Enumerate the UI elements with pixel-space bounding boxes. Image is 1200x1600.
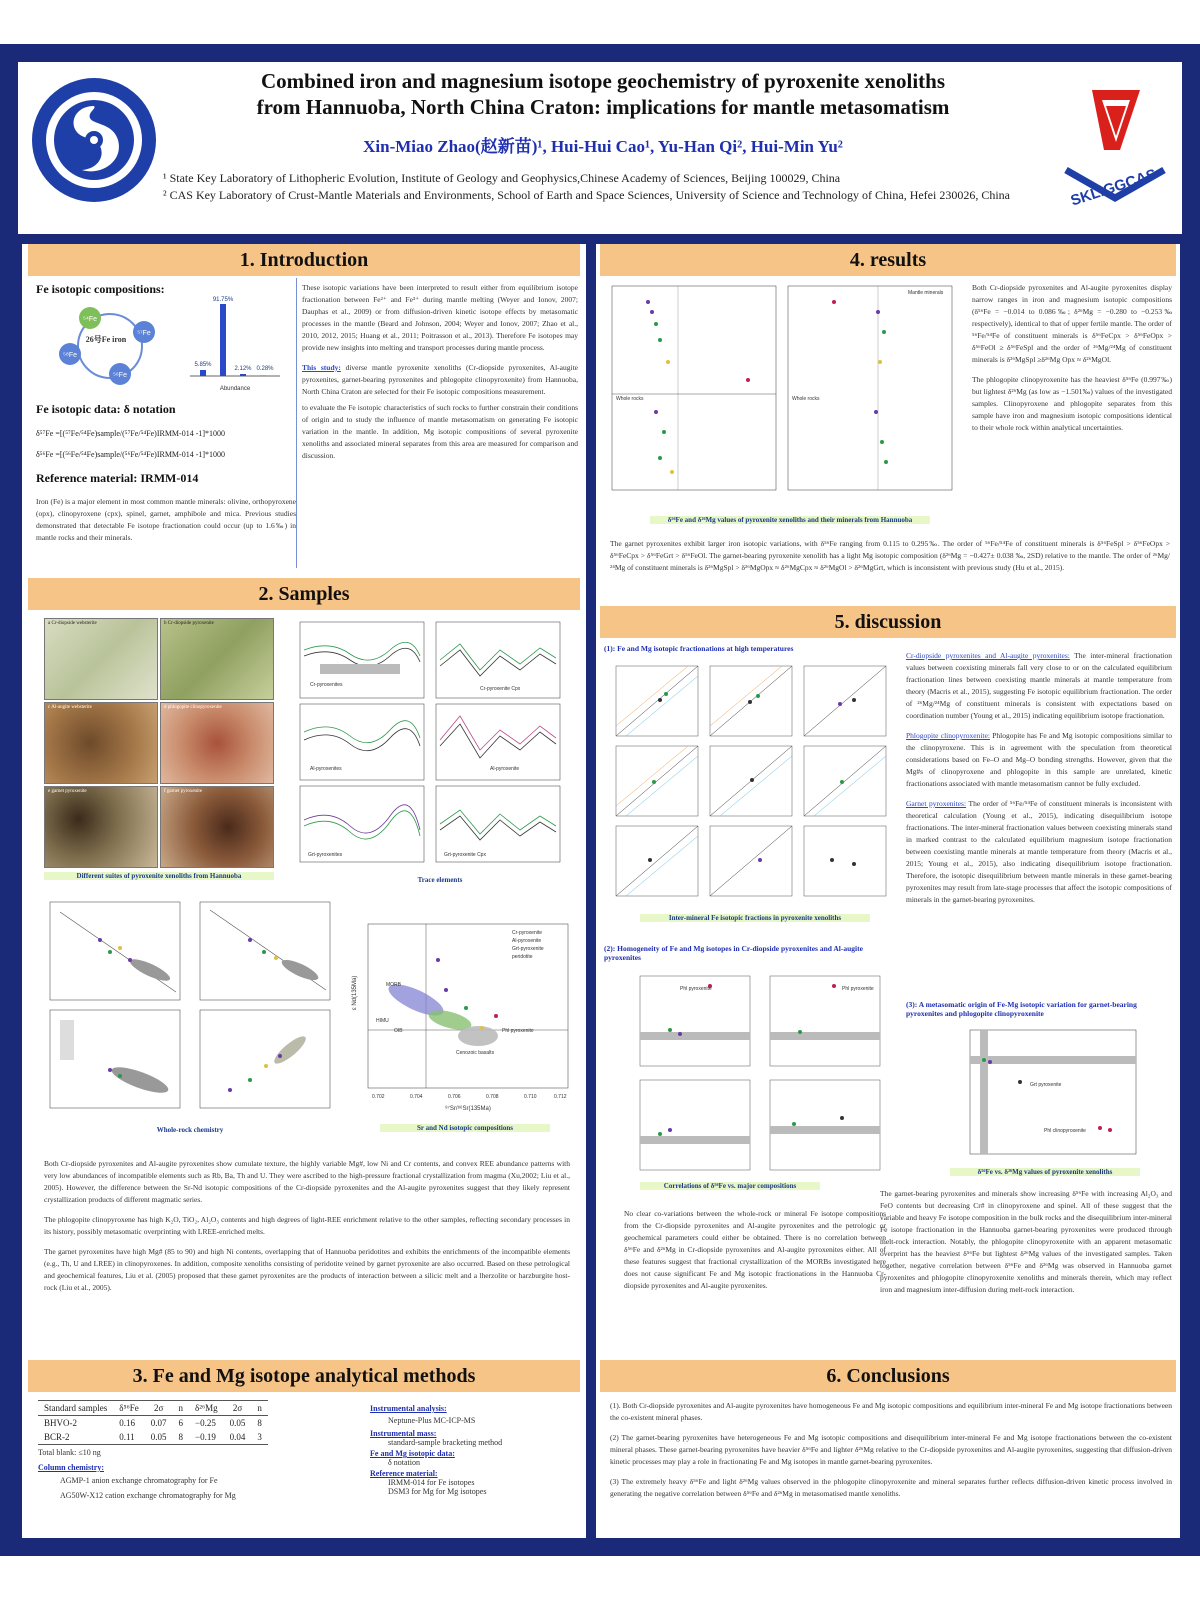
results-paragraph-2: The phlogopite clinopyroxenite has the heaviest δ⁵⁶Fe (0.997‰) but lightest δ²⁶Mg (as low as −1.501‰) values of the investigated samples. Clinopyroxene and phlogopite separates from this sample have iron and magnesium isotopic compositions identical to their whole rock within analytical uncertainties. [972,375,1172,432]
isotopic-data-label: Fe and Mg isotopic data: [370,1449,455,1458]
svg-text:Grt pyroxenite: Grt pyroxenite [1030,1082,1062,1088]
discussion-result-2-text: Phlogopite has Fe and Mg isotopic compositions similar to the clinopyroxene. This is in agreement with the speculation from theoretical considerations based on Fe–O and Mg–O bonding strengths. However, given that the Mg#s of clinopyroxene and phlogopite in this sample are unrelated, kinetic fractionations associated with mantle metasomatism cannot be fully excluded. [906,731,1173,788]
grid-panel-9 [804,826,886,896]
trace-panel-d [436,704,560,780]
svg-text:Al-pyroxenites: Al-pyroxenites [310,766,342,772]
section-conclusions-heading: 6. Conclusions [600,1360,1176,1392]
poster-title-line-2: from Hannuoba, North China Craton: implications for mantle metasomatism [256,95,950,119]
discussion-result-3-title: Garnet pyroxenites: [906,799,967,808]
trace-panel-f [436,786,560,862]
intro-paragraph-1: Iron (Fe) is a major element in most common mantle minerals: olivine, orthopyroxene (opx), clinopyroxene (cpx), spinel, garnet, amphibole and mica. Previous studies demonstrated that detectable Fe isotope fractionation could occur (up to 1.6‰) in mantle rocks and their minerals. [36,497,296,542]
igg-logo [30,76,158,204]
svg-text:Grt-pyroxenite: Grt-pyroxenite [512,946,544,952]
inter-mineral-caption: Inter-mineral Fe isotopic fractions in pyroxenite xenoliths [640,914,870,922]
svg-text:Cr-pyroxenite Cpx: Cr-pyroxenite Cpx [480,686,521,692]
grid-panel-2 [710,666,792,736]
svg-text:Phl pyroxenite: Phl pyroxenite [842,986,874,992]
svg-text:0.708: 0.708 [486,1094,499,1100]
corr-panel-b [770,976,880,1066]
svg-text:⁵⁶Fe: ⁵⁶Fe [113,372,127,379]
section-results-heading: 4. results [600,244,1176,276]
svg-text:Cr-pyroxenite: Cr-pyroxenite [512,930,543,936]
abundance-axis-label: Abundance [219,386,251,392]
trace-elements-caption: Trace elements [417,876,463,884]
conclusion-1: (1). Both Cr-diopside pyroxenites and Al-augite pyroxenites have homogeneous Fe and Mg isotopic compositions and equilibrium inter-mineral Fe and Mg isotope fractionations between the co-existent mineral phases. [610,1401,1172,1422]
results-panel-mg [788,286,952,490]
svg-text:Cr-pyroxenites: Cr-pyroxenites [310,682,343,688]
discussion-result-2-title: Phlogopite clinopyroxenite: [906,731,990,740]
reference-material: Reference material: IRMM-014 [36,471,199,485]
svg-text:⁵⁸Fe: ⁵⁸Fe [62,352,78,359]
discussion-subtitle-3: (3): A metasomatic origin of Fe-Mg isotopic variation for garnet-bearing pyroxenites and phlogopite clinopyroxenite [906,1000,1137,1018]
abund-value-fe57: 2.12% [234,366,252,372]
discussion-result-3-text: The order of ⁵⁶Fe/⁵⁴Fe of constituent minerals is inconsistent with theoretical calculation (Young et al., 2015), indicating disequilibrium isotope fractionations. The inter-mineral fractionation values between coexisting minerals stand in marked contrast to the calculated equilibrium magnesium isotope fractionation between coexisting mantle minerals at mantle temperature from theory (Macris et al., 2015; Young et al., 2015), also indicating disequilibrium isotope fractionation. Therefore, the isotopic disequilibrium between mantle minerals in these garnet-bearing pyroxenites may result from late-stage processes that affect the isotopic compositions of minerals in the garnet-bearing pyroxenites. [906,799,1172,904]
correlation-caption: Correlations of δ⁵⁶Fe vs. major compositions [640,1182,820,1190]
skliggcas-logo [1062,80,1168,230]
whole-rock-panel-a [50,902,180,1000]
grid-panel-5 [710,746,792,816]
column-chemistry-mg: AG50W-X12 cation exchange chromatography for Mg [60,1491,236,1500]
header [18,62,1182,234]
whole-rock-caption: Whole-rock chemistry [156,1126,224,1134]
section-methods-heading: 3. Fe and Mg isotope analytical methods [28,1360,580,1392]
samples-paragraph-3: The garnet pyroxenites have high Mg# (85 to 90) and high Ni contents, overlapping that of Hannuoba peridotites and exhibits the enrichments of the incompatible elements (e.g., Th, U and LREE) in clinopyroxenes. In addition, composite xenoliths consisting of peridotite veined by garnet pyroxenite are also occurred. Based on these petrological and geochemical features, Liu et al. (2005) proposed that these garnet pyroxenites are the products of interaction between a silicic melt and a lherzolite or harzburgite host-rock (Liu et al., 2005). [44,1247,570,1292]
svg-text:HIMU: HIMU [376,1018,389,1024]
isotope-fe57-bubble [133,321,155,343]
sr-nd-xticks [372,1094,567,1100]
samples-text [44,1158,570,1294]
affiliation-2: ² CAS Key Laboratory of Crust-Mantle Materials and Environments, School of Earth and Space Sciences, University of Science and Technology of China, Hefei 230026, China [163,188,1011,202]
affiliations [163,170,1043,204]
reference-material-label: Reference material: [370,1469,438,1478]
svg-text:⁵⁴Fe: ⁵⁴Fe [82,316,98,323]
grid-panel-4 [616,746,698,816]
abund-value-fe58: 0.28% [256,366,274,372]
svg-text:0.704: 0.704 [410,1094,423,1100]
discussion-subtitle-2: (2): Homogeneity of Fe and Mg isotopes in Cr-diopside pyroxenites and Al-augite pyroxenites [604,944,863,962]
poster-title-line-1: Combined iron and magnesium isotope geochemistry of pyroxenite xenoliths [260,69,946,93]
inter-mineral-grid [610,660,898,910]
svg-text:Grt-pyroxenite Cpx: Grt-pyroxenite Cpx [444,852,486,858]
corr-panel-d [770,1080,880,1170]
abund-bar-fe56 [220,304,226,376]
grid-panel-6 [804,746,886,816]
conclusions-text [610,1400,1172,1500]
corr-panel-a [640,976,750,1066]
title-block [168,68,1038,157]
trace-panel-c [300,704,424,780]
notation-block [36,402,296,544]
table-row: BHVO-2 0.16 0.07 6 −0.25 0.05 8 [44,1418,262,1428]
intro-left-block [36,282,296,297]
discussion-result-1-title: Cr-diopside pyroxenites and Al-augite pyroxenites: [906,651,1070,660]
svg-text:peridotite: peridotite [512,954,533,960]
svg-text:0.706: 0.706 [448,1094,461,1100]
table-row: BCR-2 0.11 0.05 8 −0.19 0.04 3 [38,1430,268,1445]
this-study-label: This study: [302,363,341,372]
whole-rock-panel-c [50,1010,180,1108]
results-side-text [972,282,1172,434]
photo-garnet-pyroxenite-2: f garnet pyroxenite [160,786,274,868]
grid-panel-1 [616,666,698,736]
fe-mg-plot [950,1026,1140,1166]
abund-bar-fe58 [260,376,266,377]
correlation-plots [620,970,890,1180]
whole-rock-plots [40,900,340,1118]
conclusion-2: (2) The garnet-bearing pyroxenites have heterogeneous Fe and Mg isotopic compositions and disequilibrium inter-mineral Fe and Mg isotope fractionations between the co-existent mineral phases. These garnet-bearing pyroxenites have heavier δ⁵⁶Fe and lighter δ²⁶Mg relative to the Cr-diopside pyroxenites and Al-augite pyroxenites, suggesting that diffusion-driven kinetic processes may play a role in fractionating Fe and Mg isotopes in mantle garnet-bearing pyroxenites. [610,1433,1172,1466]
results-paragraph-3: The garnet pyroxenites exhibit larger iron isotopic variations, with δ⁵⁶Fe ranging from 0.115 to 0.295‰. The order of ⁵⁶Fe/⁵⁴Fe of constituent minerals is δ⁵⁶FeSpl > δ⁵⁶FeOpx > δ⁵⁶FeCpx > δ⁵⁶FeGrt > δ⁵⁶FeOl. The garnet-bearing pyroxenite xenolith has a light Mg isotopic composition (δ²⁶Mg = −0.427± 0.038 ‰, 2SD) relative to the mantle. The order of ²⁶Mg/²⁴Mg of constituent minerals is δ²⁶MgSpl > δ²⁶MgOpx ≈ δ²⁶MgCpx ≈ δ²⁶MgOl > δ²⁶MgGrt, which is inconsistent with previous study (Hu et al., 2015). [610,539,1170,572]
fe-isotope-diagram [40,296,290,392]
instrumental-analysis-label: Instrumental analysis: [370,1404,447,1413]
svg-text:Phl pyroxenite: Phl pyroxenite [680,986,712,992]
trace-panel-e [300,786,424,862]
svg-text:0.710: 0.710 [524,1094,537,1100]
grid-panel-7 [616,826,698,896]
svg-text:Whole rocks: Whole rocks [792,396,820,402]
equation-57: δ⁵⁷Fe =[(⁵⁷Fe/⁵⁴Fe)sample/(⁵⁷Fe/⁵⁴Fe)IRMM-014 -1]*1000 [36,429,226,438]
svg-text:0.702: 0.702 [372,1094,385,1100]
affiliation-1: ¹ State Key Laboratory of Lithopheric Evolution, Institute of Geology and Geophysics,Chinese Academy of Sciences, Beijing 100029, China [163,171,841,185]
samples-paragraph-2: The phlogopite clinopyroxene has high K₂O, TiO₂, Al₂O₃ contents and high degrees of light-REE enrichment relative to the other samples, reflecting secondary processes in its history, possibly metasomatic overprinting with LREE-enriched melts. [44,1215,570,1236]
isotope-fe54-bubble [79,307,101,329]
svg-text:ε Nd(135Ma): ε Nd(135Ma) [352,975,358,1010]
grid-panel-3 [804,666,886,736]
svg-text:Al-pyroxenite: Al-pyroxenite [512,938,542,944]
discussion-subtitle-1: (1): Fe and Mg isotopic fractionations at high temperatures [604,644,794,653]
svg-text:MORB: MORB [386,982,401,988]
intro-paragraph-2: These isotopic variations have been interpreted to result either from equilibrium isotope fractionation between Fe²⁺ and Fe³⁺ during mantle melting (Weyer and Ionov, 2007; Dauphas et al., 2009) or from diffusion-driven kinetic isotope effects by metasomatic processes in the mantle (Beard and Johnson, 2004; Weyer and Ionov, 2007; Zhao et al., 2010, 2012, 2015; Huang et al., 2011; Poitrasson et al., 2013). Therefore Fe isotopes may provide new insights into melting and transport processes during mantle process. [302,283,578,352]
intro-paragraph-4: to evaluate the Fe isotopic characteristics of such rocks to further constrain their conditions of origin and to study the influence of mantle metasomatism on generating Fe isotopic variation in the mantle. In addition, Mg isotopic compositions of several pyroxenite xenoliths and associated mineral separates from this area are measured for comparison and discussion. [302,403,578,460]
equation-56: δ⁵⁶Fe =[(⁵⁶Fe/⁵⁴Fe)sample/(⁵⁶Fe/⁵⁴Fe)IRMM-014 -1]*1000 [36,450,226,459]
authors: Xin-Miao Zhao(赵新苗)¹, Hui-Hui Cao¹, Yu-Han Qi², Hui-Min Yu² [363,137,843,156]
instrumental-analysis-value: Neptune-Plus MC-ICP-MS [388,1416,476,1425]
reference-material-fe: IRMM-014 for Fe isotopes [388,1478,475,1487]
skliggcas-logo-text: SKLIGGCAS [1068,165,1159,210]
results-panel-fe [612,286,776,490]
svg-text:Phl clinopyroxenite: Phl clinopyroxenite [1044,1128,1086,1134]
abund-bar-fe54 [200,370,206,376]
discussion-right-paragraph: The garnet-bearing pyroxenites and minerals show increasing δ⁵⁶Fe with increasing Al₂O₃ and FeO contents but decreasing Cr# in clinopyroxene and spinel. All of these suggest that the variable and heavy Fe isotope composition in the bulk rocks and the disequilibrium inter-mineral Fe isotope fractionation in the Hannuoba garnet-bearing pyroxenites were produced through melt-rock interaction. Notably, the phlogopite clinopyroxenite with an apparent metasomatic overprint has the heaviest δ⁵⁶Fe but lightest δ²⁶Mg values of the investigated samples. Taken together, negative correlation between δ⁵⁶Fe and δ²⁶Mg was observed in Hannuoba garnet pyroxenites and phlogopite clinopyroxenite xenoliths and minerals therein, which may reflect iron and magnesium inter-diffusion during melt-rock interaction. [880,1189,1172,1294]
abund-bar-fe57 [240,374,246,376]
discussion-left-paragraph: No clear co-variations between the whole-rock or mineral Fe isotope compositions from the Cr-diopside pyroxenites and Al-augite pyroxenites and the petrologic or geochemical parameters could either be obtained. There is no correlation between δ⁵⁶Fe and δ²⁶Mg in Cr-diopside pyroxenites and Al-augite pyroxenites either. All of these features suggest that fractional crystallization of the MORBs investigated here does not cause significant Fe and Mg isotopic fractionations in the Hannuoba Cr-diopside pyroxenites and Al-augite pyroxenites. [624,1209,886,1290]
abund-value-fe54: 5.85% [194,362,212,368]
results-figure-caption: δ⁵⁶Fe and δ²⁶Mg values of pyroxenite xenoliths and their minerals from Hannuoba [650,516,930,524]
svg-text:⁸⁷Sr/⁸⁶Sr(135Ma): ⁸⁷Sr/⁸⁶Sr(135Ma) [445,1106,491,1112]
corr-panel-c [640,1080,750,1170]
trace-element-plots [290,620,570,864]
sample-photos [44,618,274,866]
conclusion-3: (3) The extremely heavy δ⁵⁶Fe and light δ²⁶Mg values observed in the phlogopite clinopyroxenite and mineral separates further reflects diffusion-driven kinetic process involved in generating the negative correlation between δ⁵⁶Fe and δ²⁶Mg in metasomatised mantle xenoliths. [610,1477,1172,1498]
discussion-result-1-text: The inter-mineral fractionation values between coexisting minerals fall very close to or on the calculated equilibrium fractionation lines between coexisting mantle minerals at mantle temperature from theory (Macris et al., 2015), suggesting Fe isotopic equilibrium fractionation. The order of ²⁶Mg/²⁴Mg of constituent minerals is consistent with expectations based on coordination number (Young et al., 2015) indicating equilibrium isotope fractionation. [906,651,1172,720]
instrument-block [370,1404,570,1496]
intro-paragraph-3: diverse mantle pyroxenite xenoliths (Cr-diopside pyroxenites, Al-augite pyroxenites, garnet-bearing pyroxenites and phlogopite clinopyroxenite) from Hannuoba, North China Craton are selected for their Fe isotopic compositions measurement. [302,363,578,396]
svg-text:⁵⁷Fe: ⁵⁷Fe [137,330,151,337]
section-introduction-heading: 1. Introduction [28,244,580,276]
intro-right-block [302,282,578,462]
discussion-right-text [906,650,1172,906]
photo-garnet-pyroxenite-1: e garnet pyroxenite [44,786,158,868]
isotope-fe56-bubble [109,363,131,385]
svg-text:Whole rocks: Whole rocks [616,396,644,402]
fe-composition-title: Fe isotopic compositions: [36,282,165,296]
photo-cr-diopside-pyroxenite: b Cr-diopside pyroxenite [160,618,274,700]
results-paragraph-1: Both Cr-diopside pyroxenites and Al-augite pyroxenites display narrow ranges in iron and magnesium isotopic compositions (δ⁵⁶Fe = −0.014 to 0.086‰; δ²⁶Mg = −0.280 to −0.253‰ respectively), identical to that of upper fertile mantle. The order of ⁵⁶Fe/⁵⁴Fe of constituent minerals is δ⁵⁶FeCpx > δ⁵⁶FeOpx > δ⁵⁶FeOl ≥ δ⁵⁶FeSpl and the order of ²⁶Mg/²⁴Mg of constituent minerals is δ²⁶MgSpl ≥δ²⁶Mg Opx ≈ δ²⁶MgOl. [972,283,1172,364]
svg-text:Cenozoic basalts: Cenozoic basalts [456,1050,495,1056]
svg-text:Phl pyroxenite: Phl pyroxenite [502,1028,534,1034]
photo-phlogopite-clinopyroxenite: d phlogopite clinopyroxenite [160,702,274,784]
notation-title: Fe isotopic data: δ notation [36,402,176,416]
grid-panel-8 [710,826,792,896]
column-chemistry-label: Column chemistry: [38,1463,104,1472]
intro-divider [296,278,297,568]
svg-text:Al-pyroxenite: Al-pyroxenite [490,766,520,772]
sr-nd-caption: Sr and Nd isotopic compositions [380,1124,550,1132]
abund-value-fe56: 91.75% [212,297,234,303]
svg-text:Mantle minerals: Mantle minerals [908,290,944,296]
samples-paragraph-1: Both Cr-diopside pyroxenites and Al-augite pyroxenites show cumulate texture, the highly variable Mg#, low Ni and Cr contents, and convex REE abundance patterns with very low abundances of incompatible elements such as Rb, Ba, Th and U. They were ascribed to the high-pressure fractional crystallization from magma (Xu,2002; Liu et al., 2005). However, the difference between the Sr-Nd isotopic compositions of the Cr-diopside pyroxenites and the Al-augite pyroxenites suggest that they likely represent crystallization products of different magmatic series. [44,1159,570,1204]
total-blank: Total blank: ≤10 ng [38,1448,101,1457]
section-discussion-heading: 5. discussion [600,606,1176,638]
svg-text:0.712: 0.712 [554,1094,567,1100]
svg-text:Grt-pyroxenites: Grt-pyroxenites [308,852,343,858]
svg-text:OIB: OIB [394,1028,403,1034]
trace-panel-a [300,622,424,698]
reference-material-mg: DSM3 for Mg for Mg isotopes [388,1487,487,1496]
standards-table: Standard samples δ⁵⁶Fe 2σ n δ²⁶Mg 2σ n BHVO-2 0.16 0.07 6 −0.25 0.05 8 BCR-2 0.11 0.05 8 −0.19 0.04 3 [38,1400,268,1445]
column-chemistry-fe: AGMP-1 anion exchange chromatography for Fe [60,1476,218,1485]
whole-rock-panel-d [200,1010,330,1108]
standards-table-block [38,1400,268,1500]
instrumental-mass-value: standard-sample bracketing method [388,1438,503,1447]
section-samples-heading: 2. Samples [28,578,580,610]
instrumental-mass-label: Instrumental mass: [370,1429,437,1438]
fe-center-label: 26号Fe iron [85,335,127,344]
sr-nd-plot [346,920,574,1116]
results-figure [608,282,958,504]
sample-photos-caption: Different suites of pyroxenite xenoliths from Hannuoba [44,872,274,880]
trace-panel-b [436,622,560,698]
photo-cr-diopside-websterite: a Cr-diopside websterite [44,618,158,700]
isotopic-data-value: δ notation [388,1458,420,1467]
fe-mg-caption: δ⁵⁶Fe vs. δ²⁶Mg values of pyroxenite xenoliths [950,1168,1140,1176]
isotope-fe58-bubble [59,343,81,365]
whole-rock-panel-b [200,902,330,1000]
photo-al-augite-websterite: c Al-augite websterite [44,702,158,784]
